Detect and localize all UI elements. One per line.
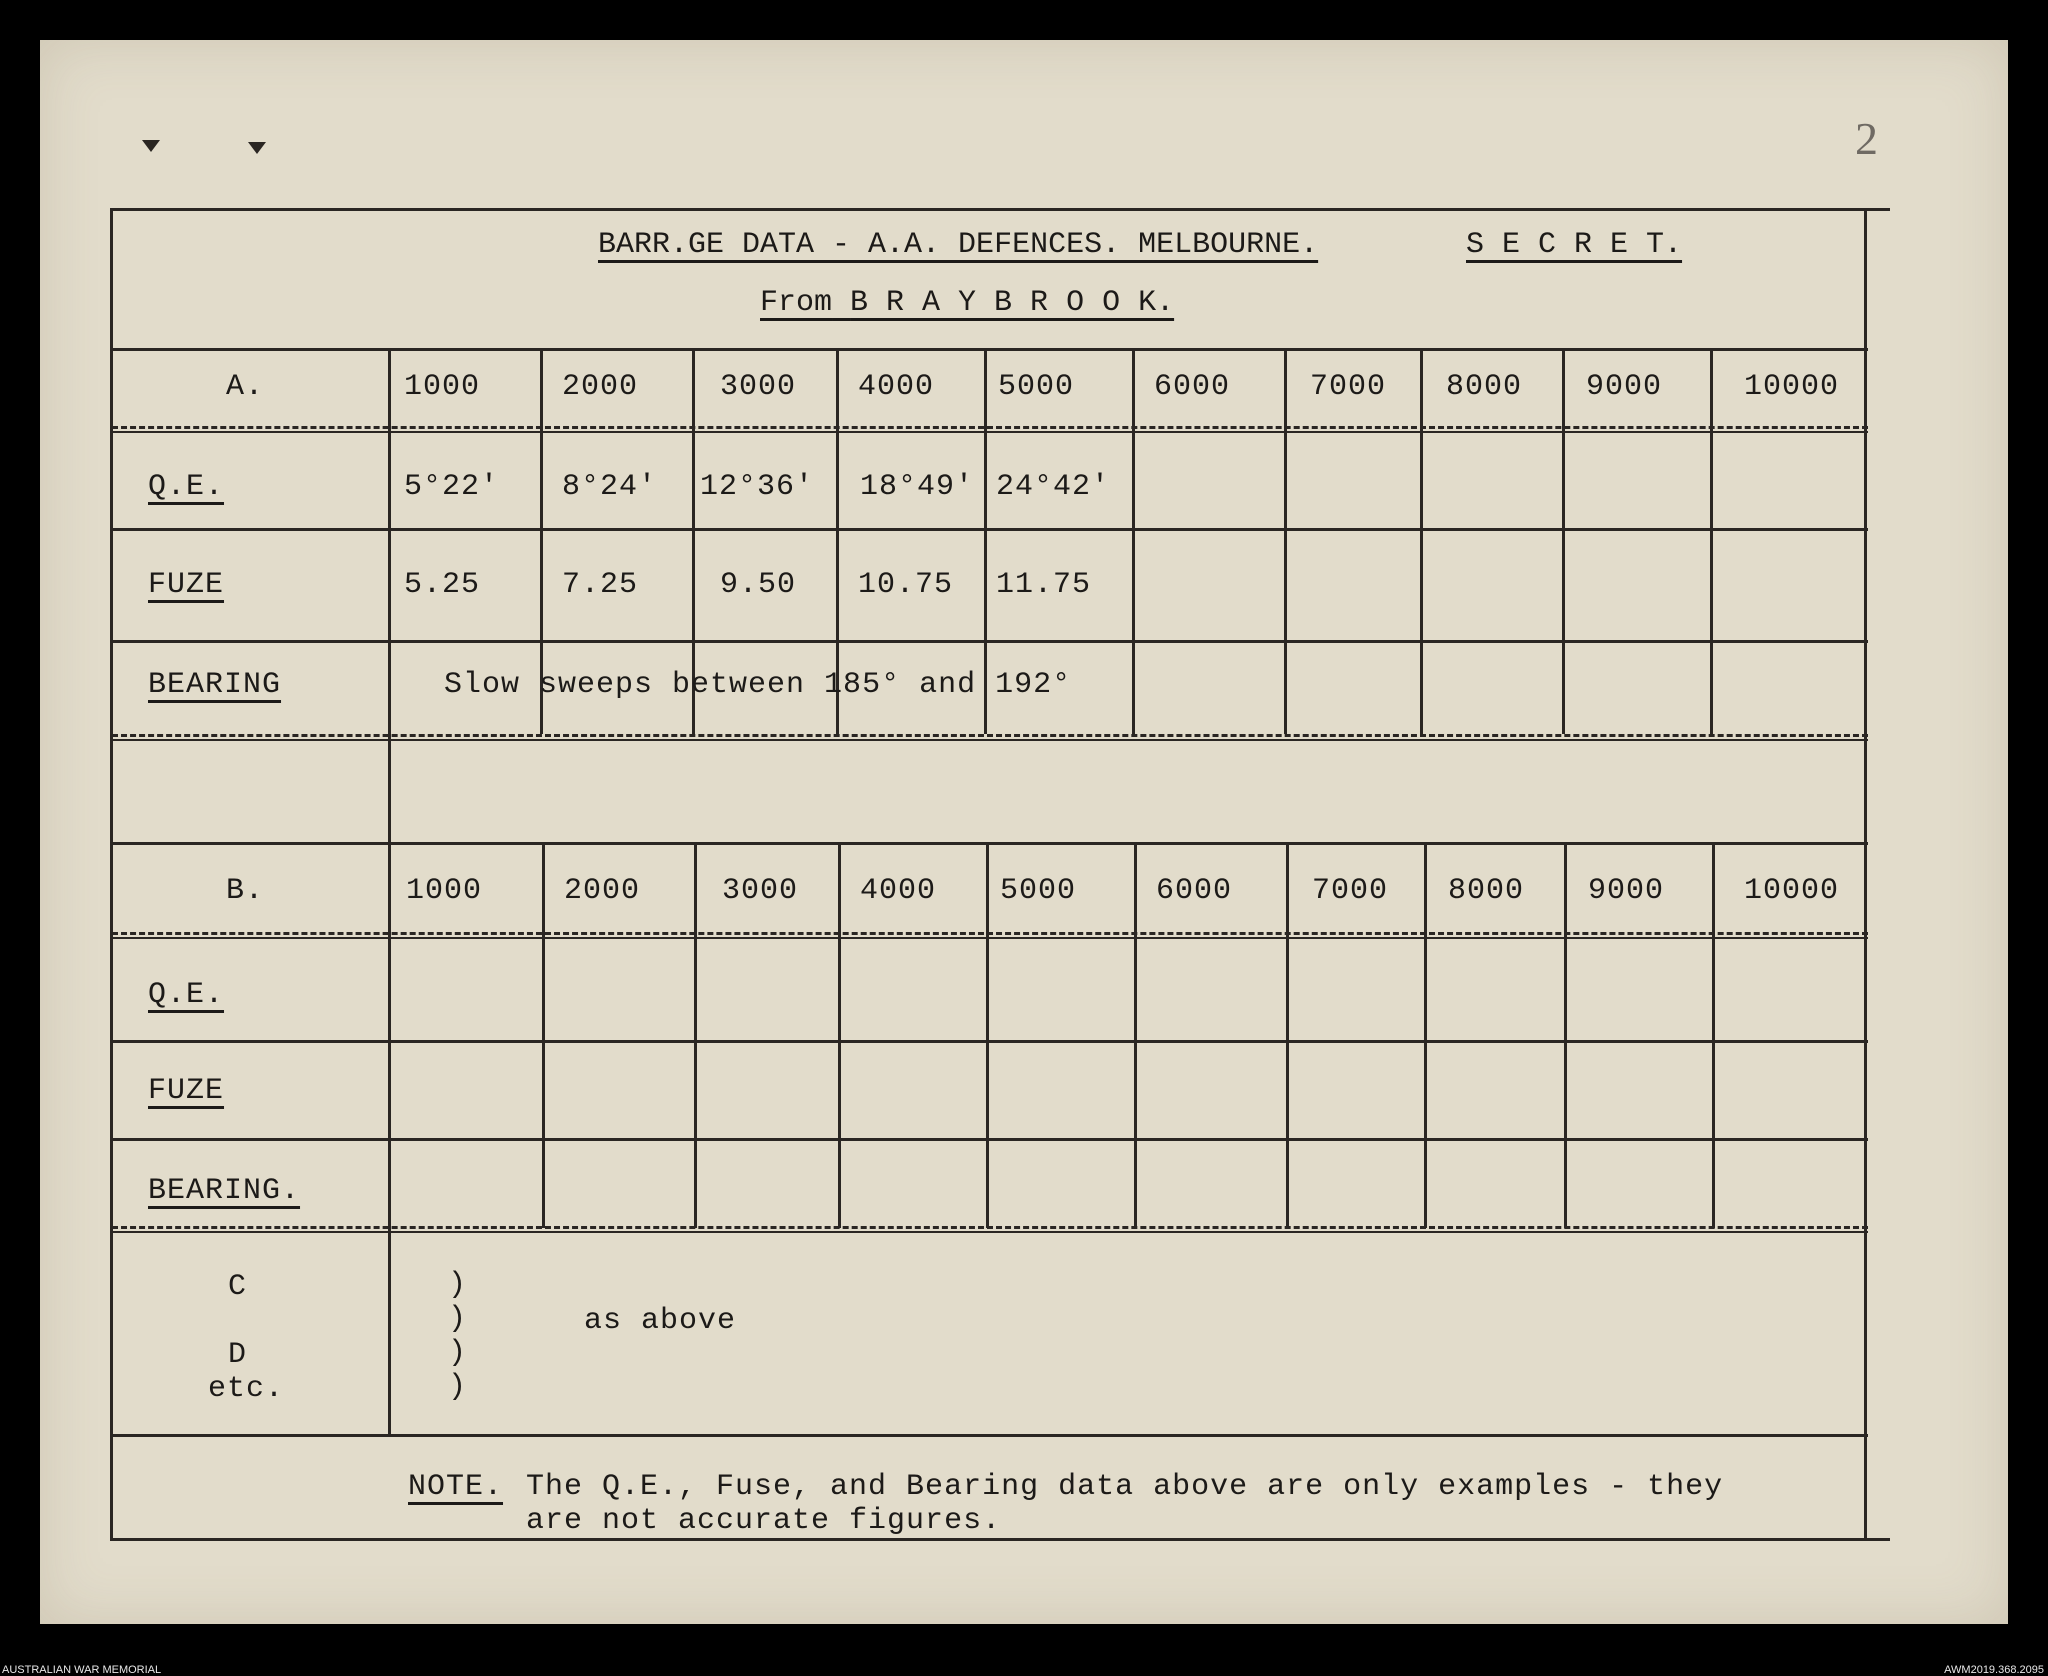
a-col-divider (1710, 350, 1713, 734)
range-header: 4000 (858, 370, 935, 404)
fuze-value: 10.75 (858, 568, 954, 602)
a-col-divider (1284, 350, 1287, 734)
rule-a-bearing (112, 734, 1868, 737)
qe-value: 12°36' (700, 470, 815, 504)
rule-b-bearing (112, 1226, 1868, 1229)
range-header: 6000 (1156, 874, 1233, 908)
rule-below-title (112, 348, 1868, 351)
page-number: 2 (1855, 113, 1878, 164)
range-header: 5000 (1000, 874, 1077, 908)
row-label-fuze: FUZE (148, 568, 225, 602)
range-header: 1000 (404, 370, 481, 404)
range-header: 10000 (1744, 874, 1840, 908)
fuze-value: 9.50 (720, 568, 797, 602)
rule-b-header (112, 932, 1868, 935)
section-d-label: D (228, 1338, 248, 1372)
qe-value: 24°42' (996, 470, 1111, 504)
archive-reference: AWM2019.368.2095 (1944, 1664, 2044, 1676)
rule-a-fuze (112, 640, 1868, 643)
note-label: NOTE. (408, 1470, 504, 1504)
b-col-divider (1564, 844, 1567, 1228)
section-a-label: A. (226, 370, 265, 404)
b-col-divider (1712, 844, 1715, 1228)
rule-a-header (112, 426, 1868, 429)
b-col-divider (986, 844, 989, 1228)
label-column-divider (388, 348, 391, 1436)
rule-others (112, 1434, 1868, 1437)
table-border-right (1864, 208, 1867, 1540)
document-title: BARR.GE DATA - A.A. DEFENCES. MELBOURNE. (598, 228, 1319, 262)
security-classification: S E C R E T. (1466, 228, 1683, 262)
a-col-divider (1562, 350, 1565, 734)
range-header: 2000 (564, 874, 641, 908)
range-header: 3000 (720, 370, 797, 404)
row-label-qe: Q.E. (148, 470, 225, 504)
qe-value: 5°22' (404, 470, 500, 504)
range-header: 8000 (1446, 370, 1523, 404)
b-col-divider (1134, 844, 1137, 1228)
a-col-divider (1420, 350, 1423, 734)
bracket: ) (448, 1336, 468, 1370)
origin-place: B R A Y B R O O K. (850, 286, 1175, 320)
origin-label: From (760, 286, 833, 320)
section-etc-label: etc. (208, 1372, 285, 1406)
fuze-value: 5.25 (404, 568, 481, 602)
note-line-1: The Q.E., Fuse, and Bearing data above are only examples - they (526, 1470, 1724, 1504)
range-header: 10000 (1744, 370, 1840, 404)
note-line-2: are not accurate figures. (526, 1504, 1002, 1538)
range-header: 7000 (1310, 370, 1387, 404)
fuze-value: 11.75 (996, 568, 1092, 602)
range-header: 9000 (1586, 370, 1663, 404)
row-label-fuze: FUZE (148, 1074, 225, 1108)
section-b-label: B. (226, 874, 265, 908)
archive-credit: AUSTRALIAN WAR MEMORIAL (2, 1664, 162, 1676)
bracket: ) (448, 1370, 468, 1404)
rule-spacer (112, 842, 1868, 845)
table-border-left (110, 208, 113, 1540)
range-header: 3000 (722, 874, 799, 908)
range-header: 1000 (406, 874, 483, 908)
a-col-divider (1132, 350, 1135, 734)
bearing-text: Slow sweeps between 185° and 192° (444, 668, 1072, 702)
rule-b-qe (112, 1040, 1868, 1043)
b-col-divider (1424, 844, 1427, 1228)
b-col-divider (1286, 844, 1289, 1228)
b-col-divider (838, 844, 841, 1228)
range-header: 7000 (1312, 874, 1389, 908)
section-c-label: C (228, 1270, 248, 1304)
qe-value: 18°49' (860, 470, 975, 504)
qe-value: 8°24' (562, 470, 658, 504)
range-header: 8000 (1448, 874, 1525, 908)
table-border-bottom (110, 1538, 1890, 1541)
range-header: 2000 (562, 370, 639, 404)
b-col-divider (694, 844, 697, 1228)
bracket: ) (448, 1302, 468, 1336)
row-label-bearing: BEARING (148, 668, 282, 702)
document-page (40, 40, 2008, 1624)
row-label-qe: Q.E. (148, 978, 225, 1012)
range-header: 5000 (998, 370, 1075, 404)
range-header: 4000 (860, 874, 937, 908)
table-border-top (110, 208, 1890, 211)
range-header: 6000 (1154, 370, 1231, 404)
range-header: 9000 (1588, 874, 1665, 908)
fuze-value: 7.25 (562, 568, 639, 602)
row-label-bearing: BEARING. (148, 1174, 301, 1208)
as-above-text: as above (584, 1304, 737, 1338)
b-col-divider (542, 844, 545, 1228)
punch-hole-right (248, 142, 266, 154)
rule-b-fuze (112, 1138, 1868, 1141)
origin-line (760, 286, 1174, 320)
bracket: ) (448, 1268, 468, 1302)
rule-a-qe (112, 528, 1868, 531)
punch-hole-left (142, 140, 160, 152)
